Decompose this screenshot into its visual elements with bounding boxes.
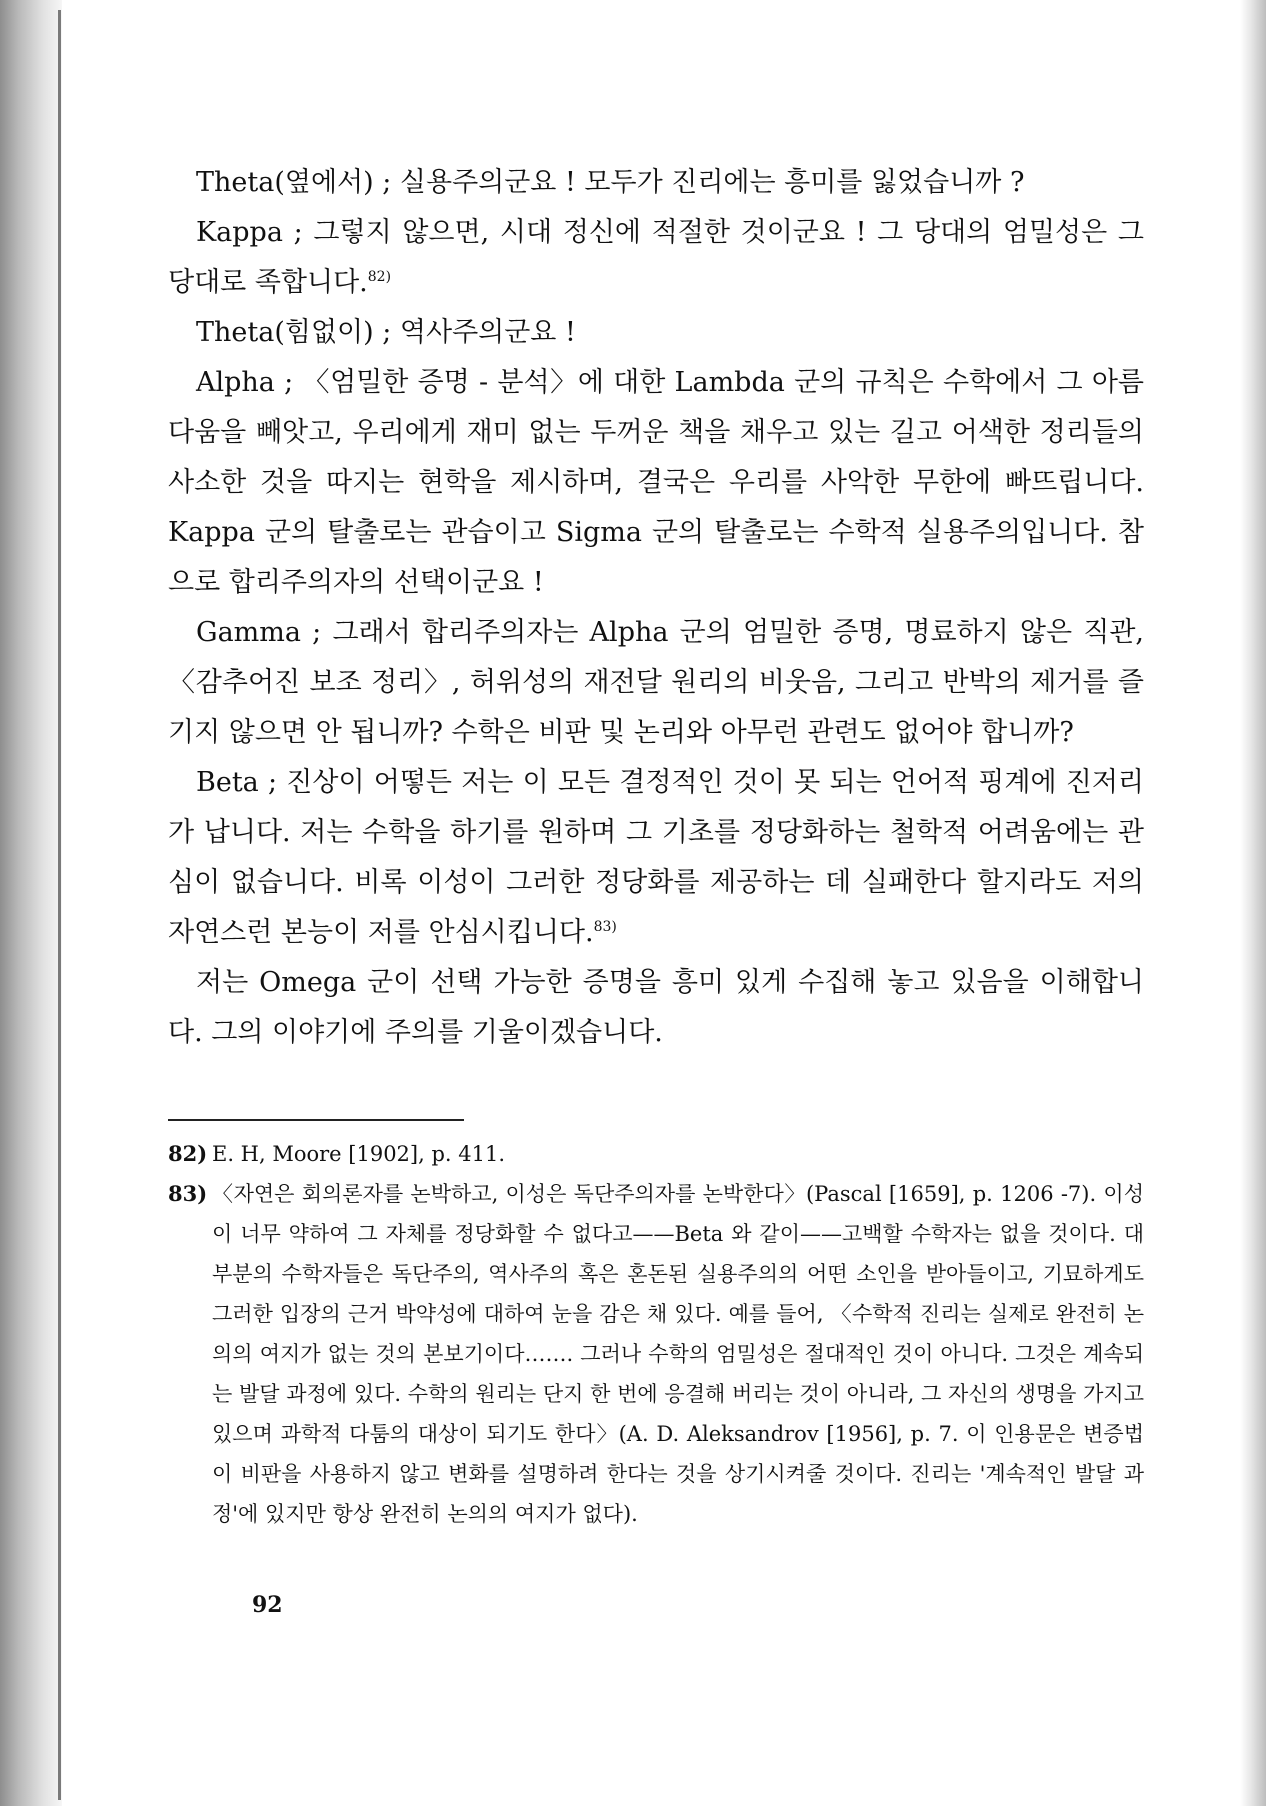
page-edge bbox=[58, 10, 61, 1800]
footnote-number: 83) bbox=[168, 1181, 208, 1206]
paragraph-gamma: Gamma ; 그래서 합리주의자는 Alpha 군의 엄밀한 증명, 명료하지 않은 직관, 〈감추어진 보조 정리〉, 허위성의 재전달 원리의 비웃음, 그리고 반박의 제거를 즐기지 않으면 안 됩니까? 수학은 비판 및 논리와 아무런 관련도 없어야 합니까? bbox=[168, 617, 1144, 748]
paragraph-alpha: Alpha ; 〈엄밀한 증명 - 분석〉에 대한 Lambda 군의 규칙은 수학에서 그 아름다움을 빼앗고, 우리에게 재미 없는 두꺼운 책을 채우고 있는 길고 어색한 정리들의 사소한 것을 따지는 현학을 제시하며, 결국은 우리를 사악한 무한에 빠뜨립니다. Kappa 군의 탈출로는 관습이고 Sigma 군의 탈출로는 수학적 실용주의입니다. 참으로 합리주의자의 선택이군요 ! bbox=[168, 367, 1144, 598]
paragraph-theta-2: Theta(힘없이) ; 역사주의군요 ! bbox=[196, 317, 576, 348]
paragraph-theta-1: Theta(옆에서) ; 실용주의군요 ! 모두가 진리에는 흥미를 잃었습니까 ? bbox=[196, 167, 1025, 198]
footnotes bbox=[168, 1134, 1144, 1534]
footnote-83 bbox=[168, 1174, 1144, 1534]
footnote-82 bbox=[168, 1134, 1144, 1174]
footnote-text: 〈자연은 회의론자를 논박하고, 이성은 독단주의자를 논박한다〉(Pascal [1659], p. 1206 -7). 이성이 너무 약하여 그 자체를 정당화할 수 없다고——Beta 와 같이——고백할 수학자는 없을 것이다. 대부분의 수학자들은 독단주의, 역사주의 혹은 혼돈된 실용주의의 어떤 소인을 받아들이고, 기묘하게도 그러한 입장의 근거 박약성에 대하여 눈을 감은 채 있다. 예를 들어, 〈수학적 진리는 실제로 완전히 논의의 여지가 없는 것의 본보기이다……. 그러나 수학의 엄밀성은 절대적인 것이 아니다. 그것은 계속되는 발달 과정에 있다. 수학의 원리는 단지 한 번에 응결해 버리는 것이 아니라, 그 자신의 생명을 가지고 있으며 과학적 다툼의 대상이 되기도 한다〉(A. D. Aleksandrov [1956], p. 7. 이 인용문은 변증법이 비판을 사용하지 않고 변화를 설명하려 한다는 것을 상기시켜줄 것이다. 진리는 '계속적인 발달 과정'에 있지만 항상 완전히 논의의 여지가 없다). bbox=[212, 1182, 1144, 1526]
footnote-text: E. H, Moore [1902], p. 411. bbox=[212, 1142, 506, 1166]
paragraph-kappa: Kappa ; 그렇지 않으면, 시대 정신에 적절한 것이군요 ! 그 당대의 엄밀성은 그 당대로 족합니다.$^{82)}$ bbox=[168, 217, 1144, 298]
note-ref-82: 82) bbox=[367, 269, 392, 285]
book-spine-shadow bbox=[0, 0, 62, 1806]
main-text bbox=[168, 158, 1144, 1058]
paragraph-closing: 저는 Omega 군이 선택 가능한 증명을 흥미 있게 수집해 놓고 있음을 이해합니다. 그의 이야기에 주의를 기울이겠습니다. bbox=[168, 967, 1144, 1048]
footnote-number: 82) bbox=[168, 1141, 208, 1166]
page-number: 92 bbox=[252, 1592, 283, 1618]
footnote-divider bbox=[168, 1119, 464, 1121]
paragraph-beta: Beta ; 진상이 어떻든 저는 이 모든 결정적인 것이 못 되는 언어적 핑계에 진저리가 납니다. 저는 수학을 하기를 원하며 그 기초를 정당화하는 철학적 어려움에는 관심이 없습니다. 비록 이성이 그러한 정당화를 제공하는 데 실패한다 할지라도 저의 자연스런 본능이 저를 안심시킵니다.$^{83)}$ bbox=[168, 767, 1144, 948]
note-ref-83: 83) bbox=[593, 919, 617, 935]
page-right-edge bbox=[1240, 0, 1266, 1806]
